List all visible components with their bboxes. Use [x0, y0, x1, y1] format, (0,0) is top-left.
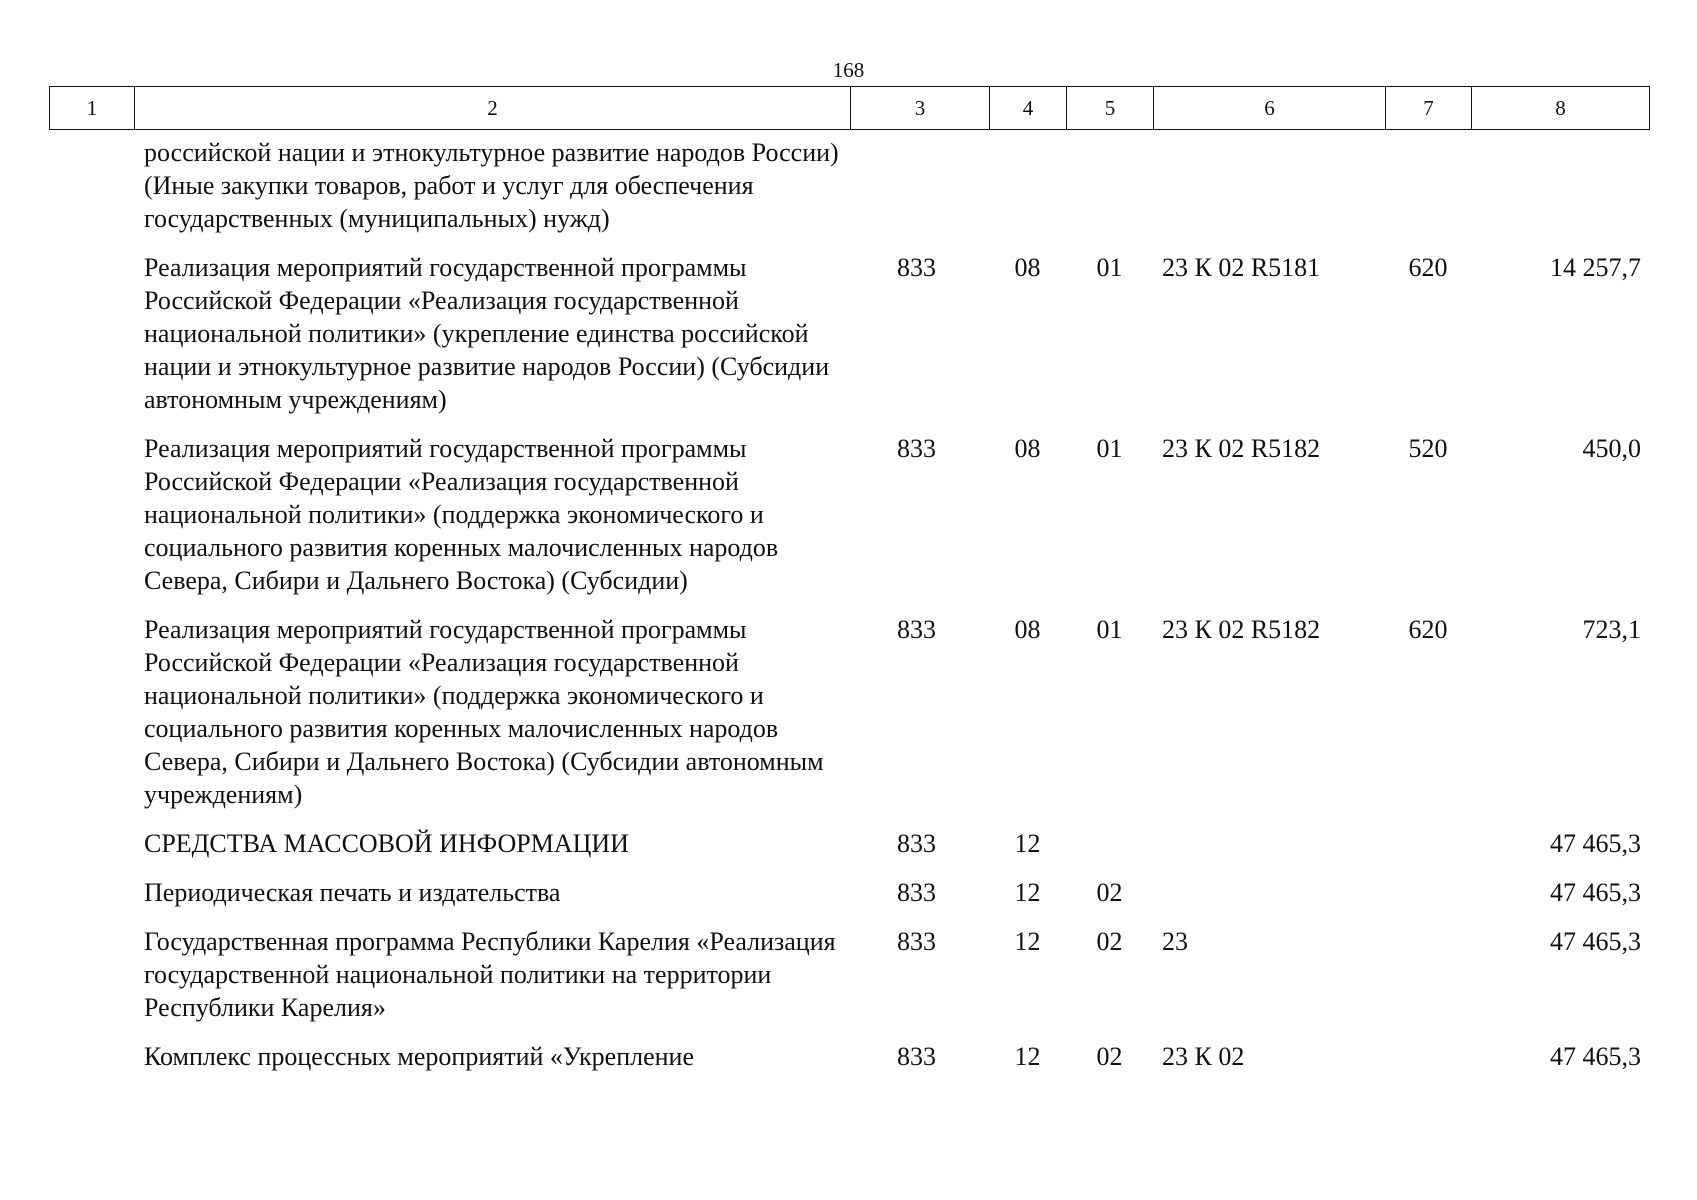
- row-amount: [1471, 134, 1649, 251]
- row-target-article: 23 К 02 R5182: [1162, 434, 1321, 463]
- row-ministry-code: 833: [897, 434, 936, 463]
- row-target-article: 23 К 02 R5182: [1162, 615, 1321, 644]
- table-row: [49, 432, 1649, 613]
- row-section: [989, 134, 1066, 251]
- row-ministry-code: [850, 134, 989, 251]
- column-number-4: 4: [990, 87, 1067, 130]
- row-expense-type: [1385, 827, 1471, 876]
- row-section: 12: [1014, 829, 1041, 858]
- row-name: Реализация мероприятий государственной программы Российской Федерации «Реализация государственной национальной политики» (поддержка экономического и социального развития коренных малочисленных народов Севера, Сибири и Дальнего Востока) (Субсидии автономным учреждениям): [144, 615, 824, 809]
- row-name: Государственная программа Республики Карелия «Реализация государственной национальной политики на территории Республики Карелия»: [144, 927, 836, 1022]
- row-subsection: 01: [1096, 253, 1123, 282]
- row-section: 12: [1014, 1042, 1041, 1071]
- budget-table: [49, 134, 1649, 1089]
- row-ministry-code: 833: [897, 927, 936, 956]
- row-expense-type: 520: [1408, 434, 1448, 463]
- row-target-article: [1153, 827, 1385, 876]
- row-ministry-code: 833: [897, 615, 936, 644]
- column-number-8: 8: [1472, 87, 1650, 130]
- column-number-2: 2: [135, 87, 851, 130]
- row-target-article: 23: [1162, 927, 1188, 956]
- row-target-article: [1153, 876, 1385, 925]
- row-amount: 14 257,7: [1550, 253, 1641, 282]
- table-row: [49, 251, 1649, 432]
- row-subsection: 02: [1096, 927, 1123, 956]
- row-amount: 47 465,3: [1550, 878, 1641, 907]
- row-name: российской нации и этнокультурное развитие народов России) (Иные закупки товаров, работ и услуг для обеспечения государственных (муниципальных) нужд): [144, 138, 839, 233]
- row-expense-type: [1385, 134, 1471, 251]
- row-subsection: [1066, 134, 1153, 251]
- row-section: 12: [1014, 927, 1041, 956]
- row-target-article: [1153, 134, 1385, 251]
- row-ministry-code: 833: [897, 878, 936, 907]
- column-number-3: 3: [851, 87, 990, 130]
- table-row: [49, 925, 1649, 1040]
- column-number-6: 6: [1154, 87, 1386, 130]
- row-subsection: 02: [1096, 1042, 1123, 1071]
- table-row: [49, 876, 1649, 925]
- row-amount: 47 465,3: [1550, 927, 1641, 956]
- row-section: 12: [1014, 878, 1041, 907]
- row-name: Реализация мероприятий государственной программы Российской Федерации «Реализация государственной национальной политики» (укрепление единства российской нации и этнокультурное развитие народов России) (Субсидии автономным учреждениям): [144, 253, 830, 414]
- page-number: 168: [832, 58, 865, 82]
- row-section: 08: [1014, 615, 1041, 644]
- table-row: [49, 1040, 1649, 1089]
- row-expense-type: 620: [1408, 615, 1448, 644]
- column-number-1: 1: [50, 87, 135, 130]
- table-row: [49, 613, 1649, 827]
- row-name: Реализация мероприятий государственной программы Российской Федерации «Реализация государственной национальной политики» (поддержка экономического и социального развития коренных малочисленных народов Севера, Сибири и Дальнего Востока) (Субсидии): [144, 434, 779, 595]
- row-subsection: 01: [1096, 434, 1123, 463]
- row-ministry-code: 833: [897, 1042, 936, 1071]
- row-section: 08: [1014, 434, 1041, 463]
- column-number-5: 5: [1067, 87, 1154, 130]
- table-row: [49, 827, 1649, 876]
- row-expense-type: [1385, 1040, 1471, 1089]
- row-amount: 47 465,3: [1550, 829, 1641, 858]
- row-name: Комплекс процессных мероприятий «Укрепление: [144, 1042, 694, 1071]
- row-amount: 450,0: [1582, 434, 1641, 463]
- row-subsection: [1066, 827, 1153, 876]
- row-ministry-code: 833: [897, 829, 936, 858]
- row-section: 08: [1014, 253, 1041, 282]
- row-subsection: 02: [1096, 878, 1123, 907]
- row-subsection: 01: [1096, 615, 1123, 644]
- column-number-row: [50, 87, 1650, 130]
- table-row: [49, 134, 1649, 251]
- row-ministry-code: 833: [897, 253, 936, 282]
- column-number-7: 7: [1386, 87, 1472, 130]
- row-expense-type: 620: [1408, 253, 1448, 282]
- row-expense-type: [1385, 925, 1471, 1040]
- row-name: СРЕДСТВА МАССОВОЙ ИНФОРМАЦИИ: [144, 829, 629, 858]
- row-name: Периодическая печать и издательства: [144, 878, 561, 907]
- row-target-article: 23 К 02: [1162, 1042, 1245, 1071]
- row-target-article: 23 К 02 R5181: [1162, 253, 1321, 282]
- column-header-table: [49, 86, 1650, 130]
- row-amount: 723,1: [1582, 615, 1641, 644]
- row-amount: 47 465,3: [1550, 1042, 1641, 1071]
- row-expense-type: [1385, 876, 1471, 925]
